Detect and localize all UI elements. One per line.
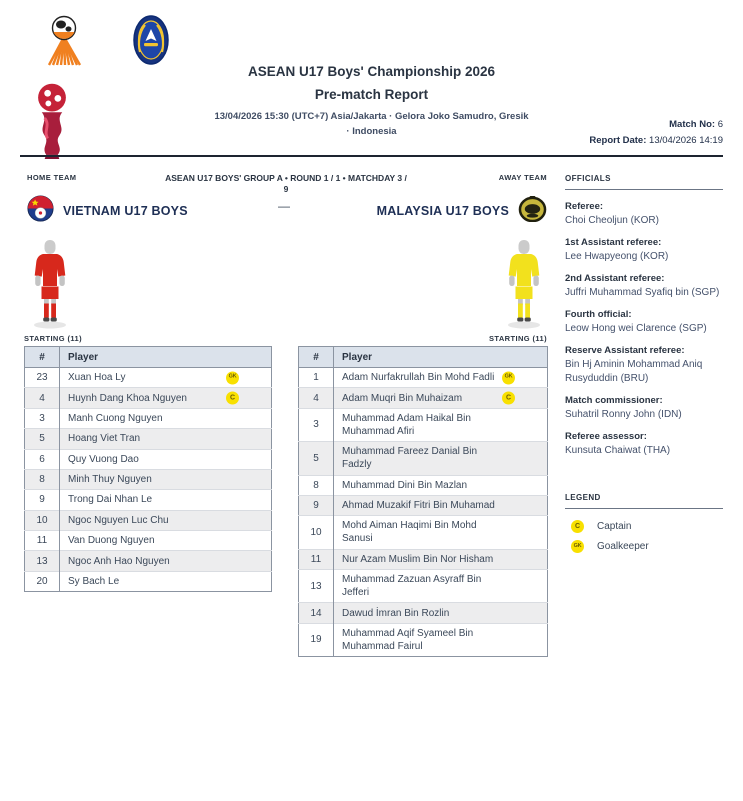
player-number: 4 xyxy=(299,388,334,408)
player-name: Ngoc Anh Hao Nguyen xyxy=(68,555,170,567)
player-number: 10 xyxy=(25,510,60,530)
player-name: Muhammad Fareez Danial Bin Fadzly xyxy=(342,446,478,471)
player-cell xyxy=(334,603,548,623)
roster-header-row xyxy=(299,347,548,368)
match-number xyxy=(589,119,723,130)
roster-row xyxy=(299,549,548,569)
roster-row xyxy=(299,368,548,388)
player-name: Ngoc Nguyen Luc Chu xyxy=(68,514,169,526)
away-team-label: AWAY TEAM xyxy=(498,173,547,182)
player-cell xyxy=(334,388,548,408)
roster-row xyxy=(25,531,272,551)
player-name: Trong Dai Nhan Le xyxy=(68,494,153,506)
column-number: # xyxy=(299,347,334,368)
player-name: Muhammad Adam Haikal Bin Muhammad Afiri xyxy=(342,412,471,437)
competition-stage-line2: 9 xyxy=(283,184,289,194)
column-player: Player xyxy=(60,347,272,368)
player-name: Mohd Aiman Haqimi Bin Mohd Sanusi xyxy=(342,520,477,545)
player-name: Muhammad Aqif Syameel Bin Muhammad Fairul xyxy=(342,627,474,652)
report-date xyxy=(589,135,723,146)
competition-stage xyxy=(158,173,414,195)
roster-row xyxy=(299,475,548,495)
roster-row xyxy=(25,368,272,388)
official-role-label: Reserve Assistant referee: xyxy=(565,345,685,356)
player-cell xyxy=(60,531,272,551)
legend-list xyxy=(565,520,723,553)
legend-label: Goalkeeper xyxy=(597,541,649,552)
roster-row xyxy=(25,429,272,449)
player-number: 5 xyxy=(299,442,334,475)
home-kit-figure xyxy=(27,238,73,335)
officials-sidebar xyxy=(565,174,723,560)
away-roster-table xyxy=(298,346,548,657)
match-number-value: 6 xyxy=(717,119,723,130)
official-entry xyxy=(565,431,723,458)
roster-row xyxy=(25,510,272,530)
player-cell xyxy=(334,408,548,441)
column-number: # xyxy=(25,347,60,368)
player-name: Muhammad Dini Bin Mazlan xyxy=(342,479,468,491)
player-number: 10 xyxy=(299,516,334,549)
roster-row xyxy=(299,570,548,603)
player-name: Manh Cuong Nguyen xyxy=(68,412,163,424)
player-cell xyxy=(60,388,272,408)
official-entry xyxy=(565,309,723,336)
officials-title: OFFICIALS xyxy=(565,174,723,190)
player-name: Sy Bach Le xyxy=(68,575,120,587)
legend-item xyxy=(571,520,723,533)
report-date-label: Report Date: xyxy=(589,135,647,146)
player-cell xyxy=(60,449,272,469)
official-name: Choi Cheoljun (KOR) xyxy=(565,215,659,226)
player-cell xyxy=(334,368,548,388)
home-starting-label: STARTING (11) xyxy=(24,334,82,343)
player-cell xyxy=(60,571,272,591)
report-date-value: 13/04/2026 14:19 xyxy=(649,135,723,146)
score-placeholder: — xyxy=(278,199,290,213)
player-number: 9 xyxy=(299,495,334,515)
player-name: Adam Muqri Bin Muhaizam xyxy=(342,392,463,404)
roster-row xyxy=(299,603,548,623)
player-name: Xuan Hoa Ly xyxy=(68,372,126,384)
away-kit-figure xyxy=(501,238,547,335)
player-role-badge: C xyxy=(502,392,515,405)
player-number: 3 xyxy=(25,408,60,428)
player-cell xyxy=(60,551,272,571)
player-number: 13 xyxy=(25,551,60,571)
player-name: Ahmad Muzakif Fitri Bin Muhamad xyxy=(342,500,495,512)
official-role-label: Fourth official: xyxy=(565,309,632,320)
player-cell xyxy=(60,429,272,449)
player-name: Van Duong Nguyen xyxy=(68,535,155,547)
player-number: 13 xyxy=(299,570,334,603)
official-entry xyxy=(565,237,723,264)
report-subtitle: Pre-match Report xyxy=(314,87,429,102)
report-meta xyxy=(589,119,723,151)
player-number: 9 xyxy=(25,490,60,510)
official-name: Juffri Muhammad Syafiq bin (SGP) xyxy=(565,287,720,298)
home-roster-table xyxy=(24,346,272,592)
official-role-label: 2nd Assistant referee: xyxy=(565,273,665,284)
roster-row xyxy=(25,449,272,469)
official-entry xyxy=(565,201,723,228)
official-name: Kunsuta Chaiwat (THA) xyxy=(565,444,671,456)
roster-header-row xyxy=(25,347,272,368)
player-cell xyxy=(60,510,272,530)
player-number: 8 xyxy=(25,469,60,489)
player-name: Dawud İmran Bin Rozlin xyxy=(342,607,450,619)
match-country: · Indonesia xyxy=(346,126,397,137)
player-name: Muhammad Zazuan Asyraff Bin Jefferi xyxy=(342,574,482,599)
roster-row xyxy=(299,388,548,408)
player-number: 1 xyxy=(299,368,334,388)
player-cell xyxy=(60,408,272,428)
pssi-federation-logo-icon xyxy=(132,14,170,71)
away-starting-label: STARTING (11) xyxy=(489,334,547,343)
player-cell xyxy=(334,495,548,515)
officials-list xyxy=(565,201,723,457)
player-cell xyxy=(334,570,548,603)
page-title: ASEAN U17 Boys' Championship 2026 xyxy=(247,64,496,79)
header-divider xyxy=(20,155,723,157)
player-role-badge: GK xyxy=(502,371,515,384)
roster-row xyxy=(25,571,272,591)
player-number: 19 xyxy=(299,623,334,656)
player-role-badge: GK xyxy=(226,371,239,384)
player-number: 5 xyxy=(25,429,60,449)
roster-row xyxy=(25,388,272,408)
player-role-badge: C xyxy=(226,392,239,405)
legend-label: Captain xyxy=(597,521,632,532)
official-name: Bin Hj Aminin Mohammad Aniq Rusyduddin (BRU) xyxy=(565,359,703,384)
legend-item xyxy=(571,540,723,553)
official-entry xyxy=(565,395,723,422)
player-name: Nur Azam Muslim Bin Nor Hisham xyxy=(342,553,494,565)
player-number: 20 xyxy=(25,571,60,591)
player-number: 14 xyxy=(299,603,334,623)
roster-row xyxy=(25,490,272,510)
player-cell xyxy=(60,469,272,489)
official-name: Lee Hwapyeong (KOR) xyxy=(565,251,669,262)
official-role-label: Referee: xyxy=(565,201,604,212)
player-cell xyxy=(60,490,272,510)
official-role-label: Referee assessor: xyxy=(565,430,647,442)
player-cell xyxy=(60,368,272,388)
player-cell xyxy=(334,475,548,495)
official-name: Leow Hong wei Clarence (SGP) xyxy=(565,323,707,334)
roster-row xyxy=(299,442,548,475)
column-player: Player xyxy=(334,347,548,368)
away-roster-body xyxy=(299,368,548,657)
player-cell xyxy=(334,549,548,569)
legend-title: LEGEND xyxy=(565,493,723,509)
legend-section xyxy=(565,493,723,553)
player-number: 8 xyxy=(299,475,334,495)
player-number: 4 xyxy=(25,388,60,408)
roster-row xyxy=(299,623,548,656)
home-team-name: VIETNAM U17 BOYS xyxy=(63,204,188,218)
roster-row xyxy=(299,516,548,549)
roster-row xyxy=(299,408,548,441)
player-name: Quy Vuong Dao xyxy=(68,453,139,465)
match-datetime-venue: 13/04/2026 15:30 (UTC+7) Asia/Jakarta · Gelora Joko Samudro, Gresik xyxy=(214,111,529,122)
player-name: Hoang Viet Tran xyxy=(68,433,141,445)
player-name: Adam Nurfakrullah Bin Mohd Fadli xyxy=(342,372,495,384)
player-number: 3 xyxy=(299,408,334,441)
official-role-label: 1st Assistant referee: xyxy=(565,237,662,248)
home-team-label: HOME TEAM xyxy=(27,173,77,182)
official-name: Suhatril Ronny John (IDN) xyxy=(565,408,682,420)
home-roster-body xyxy=(25,368,272,592)
player-number: 11 xyxy=(25,531,60,551)
player-cell xyxy=(334,623,548,656)
roster-row xyxy=(25,469,272,489)
roster-row xyxy=(299,495,548,515)
match-number-label: Match No: xyxy=(669,119,716,130)
official-entry xyxy=(565,345,723,385)
player-name: Minh Thuy Nguyen xyxy=(68,474,152,486)
competition-stage-line1: ASEAN U17 BOYS' GROUP A • ROUND 1 / 1 • MATCHDAY 3 / xyxy=(165,173,407,183)
player-number: 23 xyxy=(25,368,60,388)
player-name: Huynh Dang Khoa Nguyen xyxy=(68,392,187,404)
official-role-label: Match commissioner: xyxy=(565,394,663,406)
player-cell xyxy=(334,442,548,475)
legend-badge-icon: C xyxy=(571,520,584,533)
away-team-name: MALAYSIA U17 BOYS xyxy=(376,204,509,218)
player-cell xyxy=(334,516,548,549)
roster-row xyxy=(25,551,272,571)
player-number: 6 xyxy=(25,449,60,469)
player-number: 11 xyxy=(299,549,334,569)
roster-row xyxy=(25,408,272,428)
official-entry xyxy=(565,273,723,300)
legend-badge-icon: GK xyxy=(571,540,584,553)
